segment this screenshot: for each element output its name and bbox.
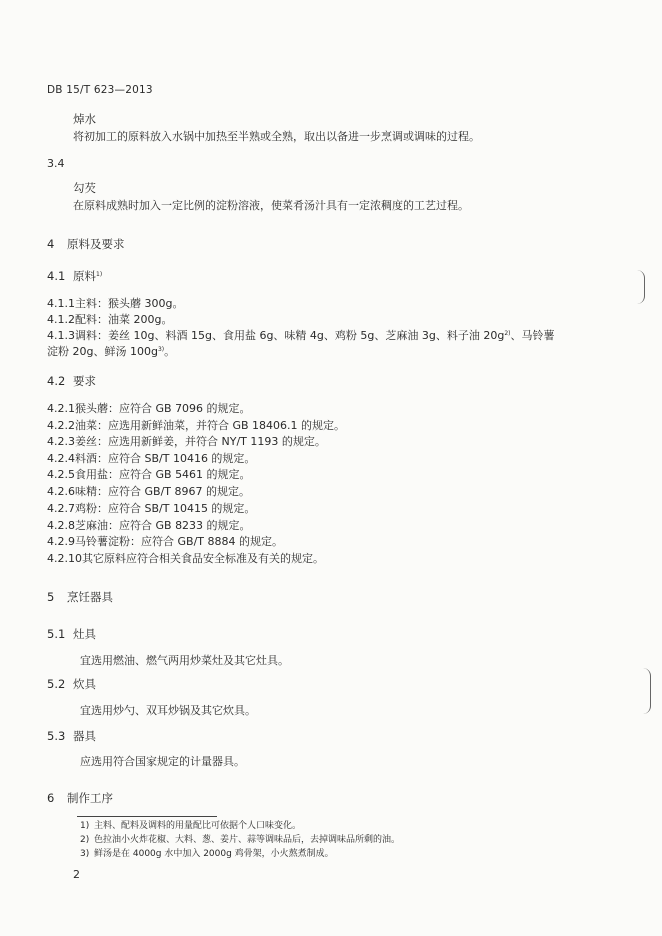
term-title: 焯水 (73, 112, 96, 126)
clause-item: 4.2.1猴头蘑：应符合 GB 7096 的规定。 (47, 402, 251, 415)
clause-item: 4.2.4料酒：应符合 SB/T 10416 的规定。 (47, 452, 256, 465)
clause-heading: 5.2 炊具 (47, 677, 96, 691)
footnote: 2) 色拉油小火炸花椒、大料、葱、姜片、蒜等调味品后，去掉调味品所剩的油。 (80, 835, 401, 845)
clause-item: 4.1.1主料：猴头蘑 300g。 (47, 297, 184, 310)
clause-number: 3.4 (47, 157, 65, 170)
clause-item: 4.2.5食用盐：应符合 GB 5461 的规定。 (47, 468, 251, 481)
footnote: 3) 鲜汤是在 4000g 水中加入 2000g 鸡骨架，小火熬煮制成。 (80, 849, 334, 859)
section-heading: 6 制作工序 (47, 791, 113, 805)
footnote: 1) 主料、配料及调料的用量配比可依据个人口味变化。 (80, 821, 302, 831)
term-title: 勾芡 (73, 181, 96, 195)
footnote-ref: 2) (504, 330, 511, 337)
clause-item: 4.2.9马铃薯淀粉：应符合 GB/T 8884 的规定。 (47, 535, 283, 548)
clause-item: 4.2.3姜丝：应选用新鲜姜，并符合 NY/T 1193 的规定。 (47, 435, 326, 448)
clause-text: 宜选用炒勺、双耳炒锅及其它炊具。 (80, 704, 256, 717)
term-definition: 在原料成熟时加入一定比例的淀粉溶液，使菜肴汤汁具有一定浓稠度的工艺过程。 (73, 199, 469, 212)
clause-item: 4.2.6味精：应符合 GB/T 8967 的规定。 (47, 485, 250, 498)
doc-header: DB 15/T 623—2013 (47, 84, 153, 96)
section-heading: 5 烹饪器具 (47, 590, 113, 604)
footnote-ref: 3) (157, 346, 165, 353)
clause-item: 4.2.8芝麻油：应符合 GB 8233 的规定。 (47, 519, 251, 532)
clause-heading: 5.1 灶具 (47, 627, 96, 641)
footnote-ref: 1) (96, 271, 103, 278)
term-definition: 将初加工的原料放入水锅中加热至半熟或全熟，取出以备进一步烹调或调味的过程。 (73, 130, 480, 143)
scan-mark (636, 270, 645, 304)
scan-mark (640, 668, 651, 714)
clause-item: 4.2.10其它原料应符合相关食品安全标准及有关的规定。 (47, 552, 324, 565)
clause-item: 4.1.2配料：油菜 200g。 (47, 313, 173, 326)
clause-item: 4.2.7鸡粉：应符合 SB/T 10415 的规定。 (47, 502, 256, 515)
page-number: 2 (73, 868, 80, 881)
clause-item: 4.1.3调料：姜丝 10g、料酒 15g、食用盐 6g、味精 4g、鸡粉 5g、芝麻油 3g、料子油 $20g^{2)}$、马铃薯 (47, 329, 555, 342)
clause-text: 宜选用燃油、燃气两用炒菜灶及其它灶具。 (80, 654, 289, 667)
footnote-separator (77, 816, 217, 817)
clause-item: 4.2.2油菜：应选用新鲜油菜，并符合 GB 18406.1 的规定。 (47, 419, 346, 432)
clause-heading: 5.3 器具 (47, 729, 96, 743)
clause-heading: 4.1 原料$^{1)}$ (47, 269, 103, 283)
clause-heading: 4.2 要求 (47, 374, 96, 388)
clause-item-continued: 淀粉 20g、鲜汤 $100g^{3)}$。 (47, 345, 176, 358)
clause-text: 应选用符合国家规定的计量器具。 (80, 755, 245, 768)
section-heading: 4 原料及要求 (47, 237, 125, 251)
